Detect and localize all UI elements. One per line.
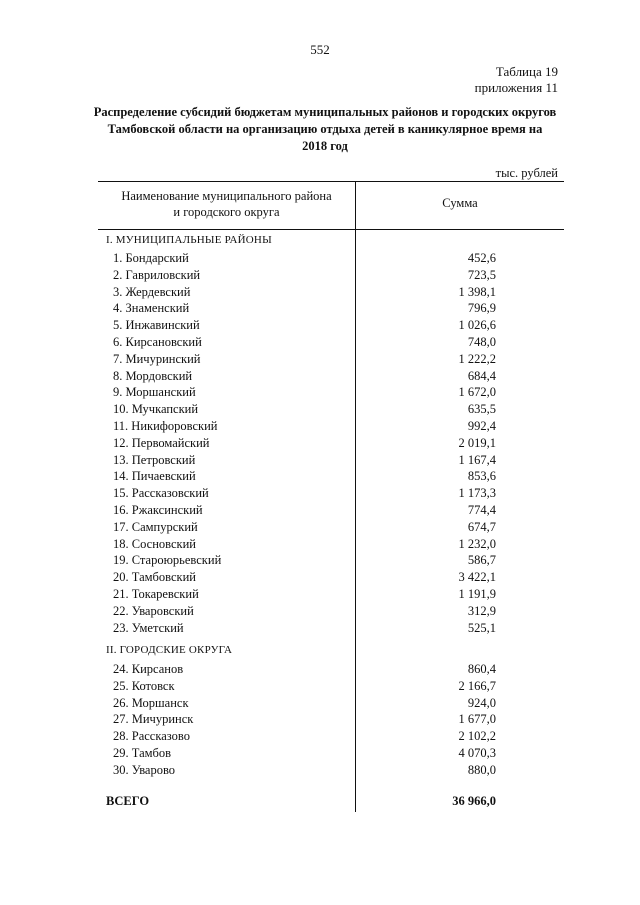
column-header-name bbox=[98, 188, 355, 220]
table-row bbox=[0, 452, 640, 469]
table-row bbox=[0, 536, 640, 553]
table-row bbox=[0, 300, 640, 317]
row-value: 1 173,3 bbox=[458, 486, 496, 501]
table-row bbox=[0, 661, 640, 678]
row-name: 11. Никифоровский bbox=[113, 419, 218, 433]
row-value: 1 672,0 bbox=[458, 385, 496, 400]
row-name: 24. Кирсанов bbox=[113, 662, 184, 676]
row-name: 2. Гавриловский bbox=[113, 267, 201, 282]
table-row bbox=[0, 695, 640, 712]
row-value: 684,4 bbox=[467, 368, 496, 383]
table-row bbox=[0, 485, 640, 502]
row-name: 15. Рассказовский bbox=[113, 486, 209, 501]
row-name: 5. Инжавинский bbox=[113, 318, 200, 333]
total-value: 36 966,0 bbox=[452, 794, 496, 808]
table-row bbox=[0, 468, 640, 485]
row-name: 9. Моршанский bbox=[113, 385, 196, 400]
table-row bbox=[0, 678, 640, 695]
row-value: 992,4 bbox=[467, 419, 496, 433]
table-row bbox=[0, 762, 640, 779]
table-row bbox=[0, 284, 640, 301]
row-value: 1 191,9 bbox=[458, 587, 496, 601]
table-row bbox=[0, 250, 640, 267]
column-header-name-line-1: Наименование муниципального района bbox=[121, 189, 332, 203]
row-value: 635,5 bbox=[467, 402, 496, 417]
row-value: 3 422,1 bbox=[458, 570, 496, 585]
row-value: 853,6 bbox=[467, 469, 496, 484]
row-value: 1 222,2 bbox=[458, 351, 496, 366]
table-row bbox=[0, 620, 640, 637]
row-name: 30. Уварово bbox=[113, 762, 176, 777]
table-reference bbox=[475, 64, 558, 96]
row-name: 1. Бондарский bbox=[113, 251, 189, 265]
table-row bbox=[0, 569, 640, 586]
table-row bbox=[0, 418, 640, 435]
row-name: 29. Тамбов bbox=[113, 746, 172, 760]
row-value: 674,7 bbox=[467, 519, 496, 534]
table-row bbox=[0, 552, 640, 569]
table-row bbox=[0, 384, 640, 401]
units-label: тыс. рублей bbox=[495, 166, 558, 180]
appendix-number: приложения 11 bbox=[474, 80, 558, 95]
page-number: 552 bbox=[310, 42, 330, 57]
row-name: 17. Сампурский bbox=[113, 519, 198, 534]
row-name: 8. Мордовский bbox=[113, 368, 193, 383]
row-name: 25. Котовск bbox=[113, 678, 175, 693]
table-row bbox=[0, 368, 640, 385]
table-row bbox=[0, 351, 640, 368]
row-value: 860,4 bbox=[467, 662, 496, 676]
table-row bbox=[0, 603, 640, 620]
table-row bbox=[0, 586, 640, 603]
row-name: 21. Токаревский bbox=[113, 587, 199, 601]
title-line-2: Тамбовской области на организацию отдыха детей в каникулярное время на bbox=[107, 122, 543, 136]
row-name: 22. Уваровский bbox=[113, 603, 194, 618]
table-header-rule bbox=[98, 229, 564, 230]
row-value: 723,5 bbox=[467, 267, 496, 282]
total-label: ВСЕГО bbox=[106, 794, 150, 808]
row-value: 2 019,1 bbox=[458, 435, 496, 450]
row-value: 880,0 bbox=[467, 762, 496, 777]
table-row bbox=[0, 435, 640, 452]
table-number: Таблица 19 bbox=[495, 64, 558, 79]
column-header-name-line-2: и городского округа bbox=[173, 205, 280, 219]
row-name: 28. Рассказово bbox=[113, 729, 190, 744]
row-value: 774,4 bbox=[467, 503, 496, 517]
row-value: 1 398,1 bbox=[458, 284, 496, 299]
title-line-3: 2018 год bbox=[302, 139, 348, 153]
table-row bbox=[0, 519, 640, 536]
title-line-1: Распределение субсидий бюджетам муниципальных районов и городских округов bbox=[93, 105, 557, 119]
row-name: 4. Знаменский bbox=[113, 301, 190, 316]
row-value: 586,7 bbox=[467, 553, 496, 568]
row-value: 748,0 bbox=[467, 335, 496, 349]
row-name: 13. Петровский bbox=[113, 452, 196, 467]
row-name: 19. Староюрьевский bbox=[113, 553, 222, 568]
table-row bbox=[0, 317, 640, 334]
table-row bbox=[0, 745, 640, 762]
row-name: 12. Первомайский bbox=[113, 435, 210, 450]
row-value: 924,0 bbox=[467, 695, 496, 710]
row-name: 7. Мичуринский bbox=[113, 351, 201, 366]
table-row bbox=[0, 711, 640, 728]
section-heading-districts: I. МУНИЦИПАЛЬНЫЕ РАЙОНЫ bbox=[106, 234, 272, 246]
total-row bbox=[0, 793, 640, 810]
table-row bbox=[0, 502, 640, 519]
row-value: 1 167,4 bbox=[458, 452, 496, 467]
column-header-sum: Сумма bbox=[442, 196, 478, 210]
table-row bbox=[0, 267, 640, 284]
row-name: 27. Мичуринск bbox=[113, 712, 194, 727]
row-name: 20. Тамбовский bbox=[113, 570, 196, 585]
row-name: 3. Жердевский bbox=[113, 284, 191, 299]
row-value: 1 677,0 bbox=[458, 712, 496, 727]
section-heading-cities: II. ГОРОДСКИЕ ОКРУГА bbox=[106, 644, 233, 656]
document-title bbox=[80, 104, 570, 155]
row-value: 452,6 bbox=[467, 251, 496, 265]
row-name: 26. Моршанск bbox=[113, 695, 189, 710]
row-name: 16. Ржаксинский bbox=[113, 503, 203, 517]
row-value: 525,1 bbox=[467, 620, 496, 635]
row-name: 6. Кирсановский bbox=[113, 335, 202, 349]
row-name: 18. Сосновский bbox=[113, 536, 196, 551]
row-name: 14. Пичаевский bbox=[113, 469, 196, 484]
row-name: 10. Мучкапский bbox=[113, 402, 199, 417]
table-row bbox=[0, 728, 640, 745]
row-value: 312,9 bbox=[467, 603, 496, 618]
row-name: 23. Уметский bbox=[113, 620, 184, 635]
row-value: 4 070,3 bbox=[458, 746, 496, 760]
row-value: 1 232,0 bbox=[458, 536, 496, 551]
row-value: 2 166,7 bbox=[458, 678, 496, 693]
table-row bbox=[0, 334, 640, 351]
row-value: 1 026,6 bbox=[458, 318, 496, 333]
row-value: 2 102,2 bbox=[458, 729, 496, 744]
row-value: 796,9 bbox=[467, 301, 496, 316]
table-row bbox=[0, 401, 640, 418]
table-top-rule bbox=[98, 181, 564, 182]
